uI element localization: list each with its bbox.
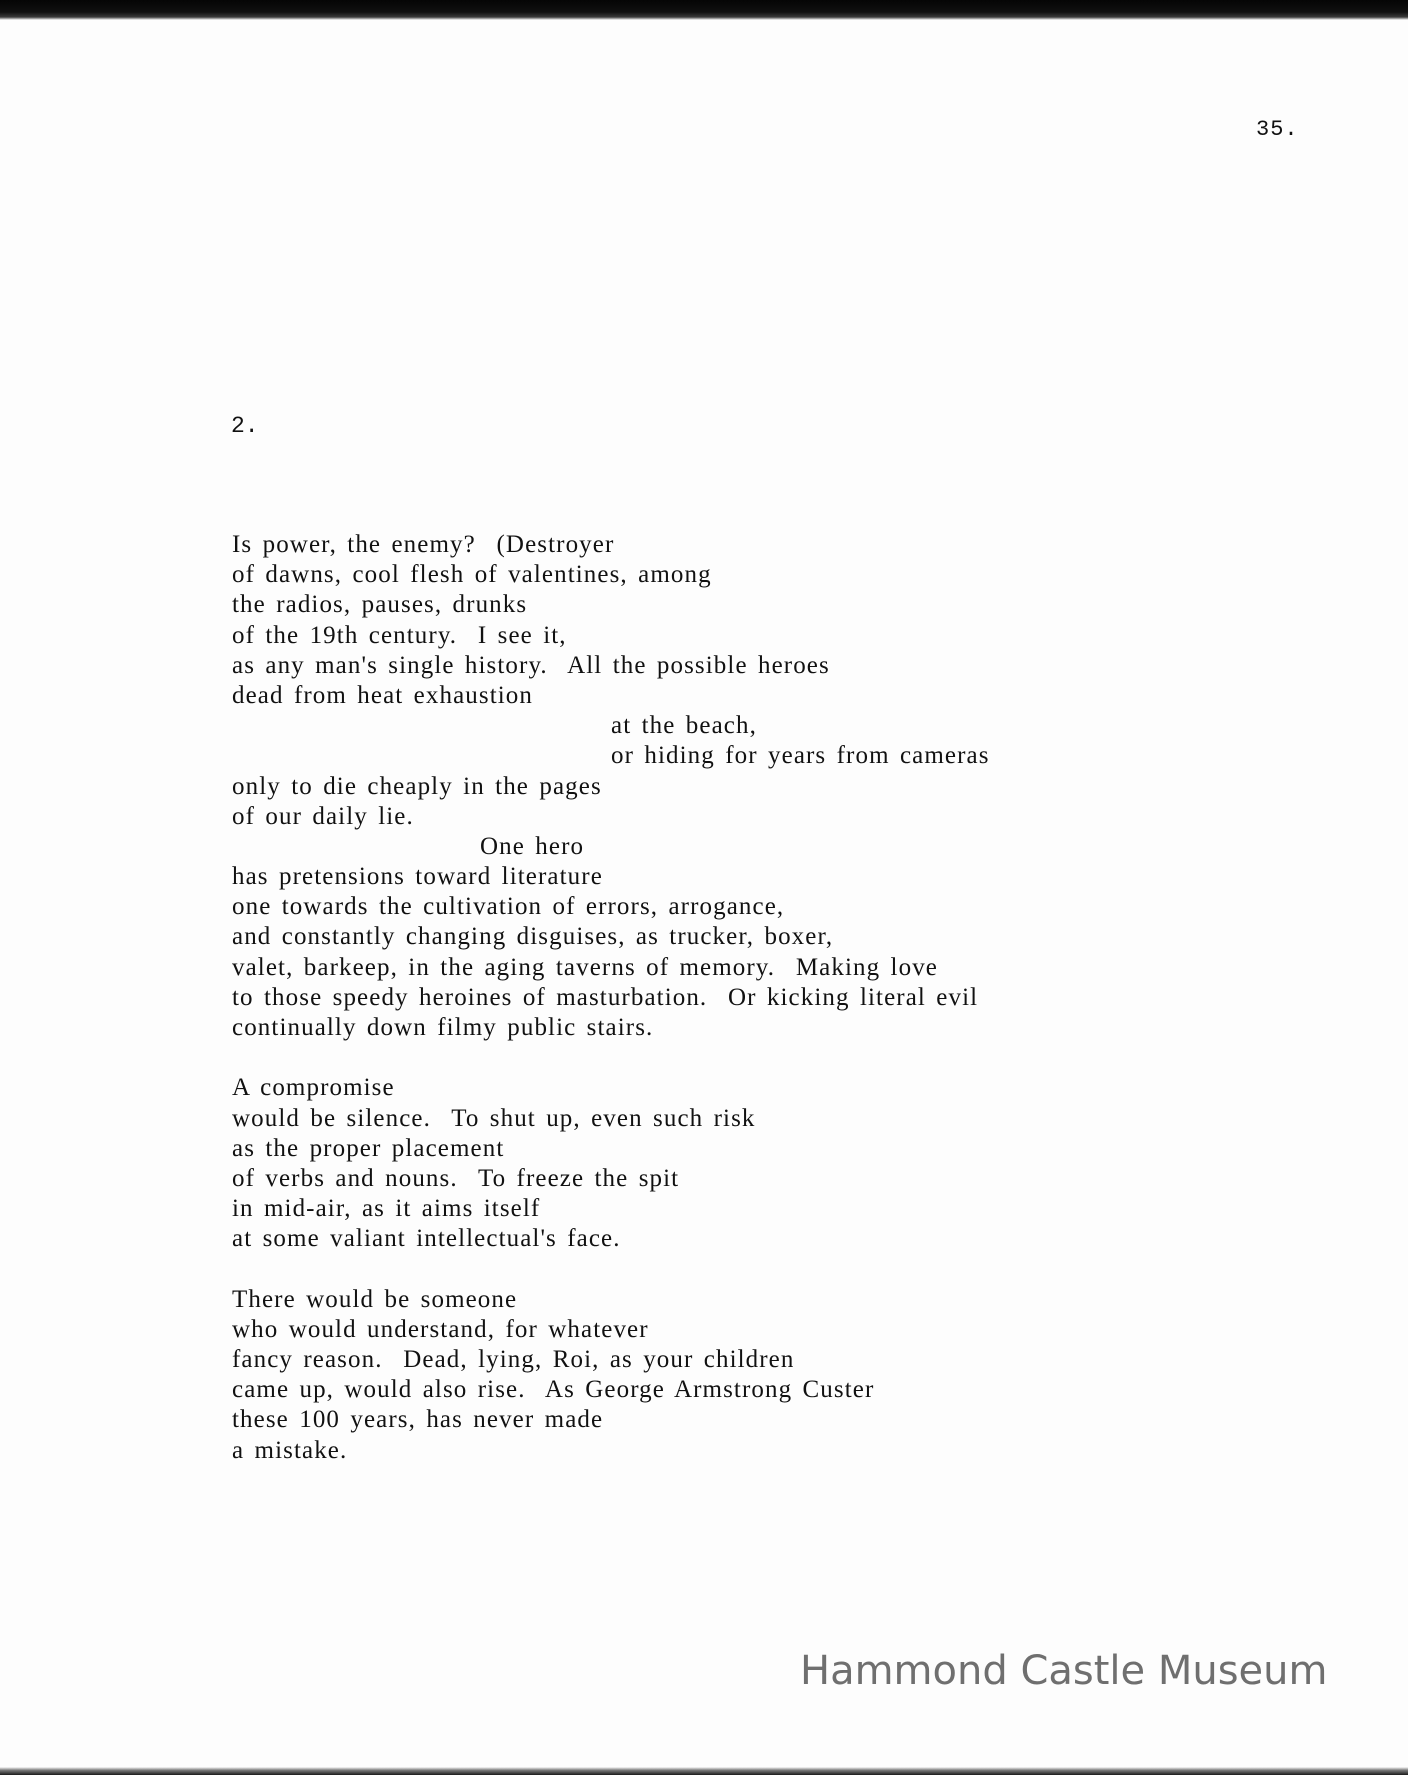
page-number: 35. xyxy=(1256,117,1299,142)
poem-line: dead from heat exhaustion xyxy=(232,681,533,709)
poem-line: of our daily lie. xyxy=(232,802,414,830)
poem-line: One hero xyxy=(480,832,585,860)
watermark: Hammond Castle Museum xyxy=(800,1648,1328,1694)
poem-line: continually down filmy public stairs. xyxy=(232,1014,654,1041)
poem-line: came up, would also rise. As George Armstrong Custer xyxy=(232,1376,875,1404)
poem-line: of the 19th century. I see it, xyxy=(232,621,567,649)
poem-line: Is power, the enemy? (Destroyer xyxy=(232,531,615,558)
poem-line: only to die cheaply in the pages xyxy=(232,772,602,800)
poem-line: in mid-air, as it aims itself xyxy=(232,1195,541,1223)
poem-line: at the beach, xyxy=(611,712,757,740)
poem-line: A compromise xyxy=(232,1074,395,1102)
poem-line: valet, barkeep, in the aging taverns of memory. Making love xyxy=(232,953,938,981)
poem-line: or hiding for years from cameras xyxy=(611,742,990,770)
stanza xyxy=(232,1073,1232,1254)
scan-bottom-edge xyxy=(0,1767,1408,1775)
poem-line: one towards the cultivation of errors, arrogance, xyxy=(232,893,785,921)
poem-line: as the proper placement xyxy=(232,1134,505,1162)
poem-line: these 100 years, has never made xyxy=(232,1406,604,1434)
poem-line: of dawns, cool flesh of valentines, among xyxy=(232,561,712,589)
poem-line: a mistake. xyxy=(232,1436,348,1464)
stanza xyxy=(232,530,1232,1043)
poem-line: as any man's single history. All the possible heroes xyxy=(232,651,830,679)
poem-line: There would be someone xyxy=(232,1285,518,1313)
stanza-break xyxy=(232,1043,1232,1073)
stanza-break xyxy=(232,1255,1232,1285)
section-number: 2. xyxy=(231,413,259,439)
poem-line: who would understand, for whatever xyxy=(232,1315,649,1343)
poem-line: and constantly changing disguises, as trucker, boxer, xyxy=(232,923,834,951)
poem-line: to those speedy heroines of masturbation. Or kicking literal evil xyxy=(232,983,979,1011)
poem-line: has pretensions toward literature xyxy=(232,863,603,891)
poem-line: fancy reason. Dead, lying, Roi, as your children xyxy=(232,1346,795,1374)
stanza xyxy=(232,1285,1232,1466)
poem-line: the radios, pauses, drunks xyxy=(232,591,528,619)
scan-top-edge xyxy=(0,0,1408,20)
poem-line: at some valiant intellectual's face. xyxy=(232,1225,621,1253)
poem-body xyxy=(232,530,1232,1466)
poem-line: of verbs and nouns. To freeze the spit xyxy=(232,1164,680,1192)
poem-line: would be silence. To shut up, even such risk xyxy=(232,1104,756,1132)
